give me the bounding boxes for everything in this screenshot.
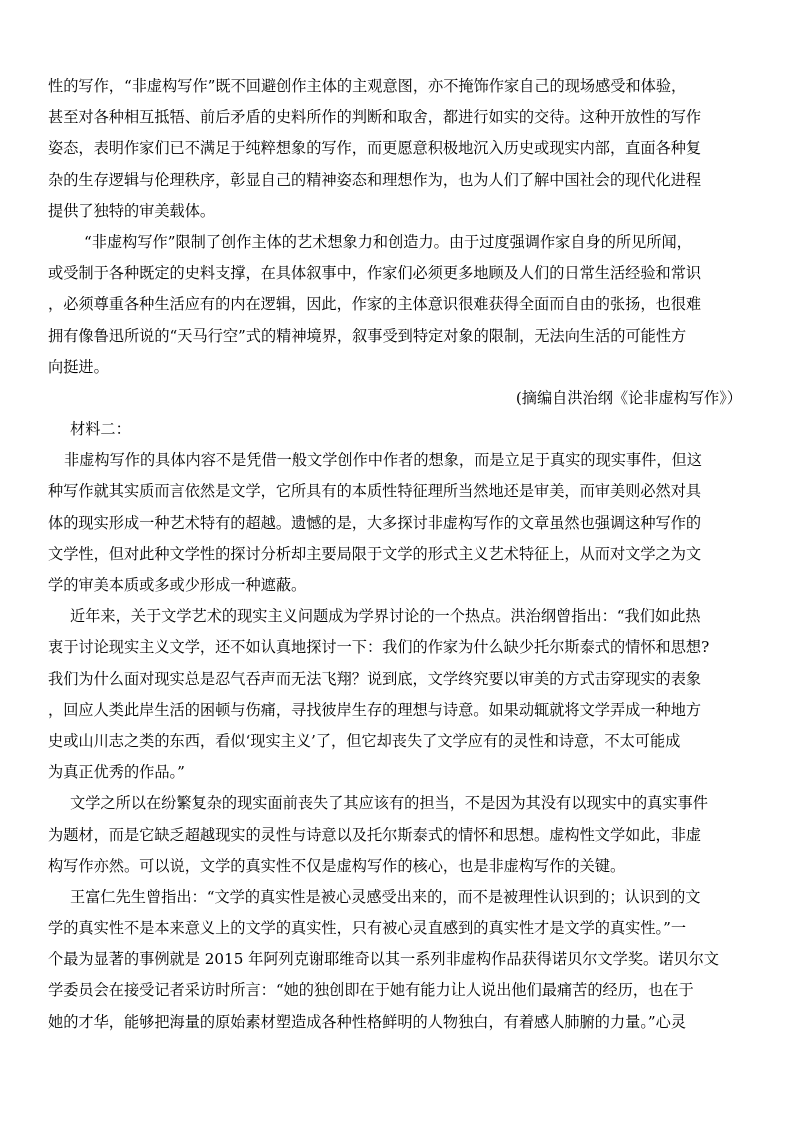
paragraph-2 [48, 227, 750, 383]
text-line: 姿态，表明作家们已不满足于纯粹想象的写作，而更愿意积极地沉入历史或现实内部，直面各种复 [48, 139, 702, 158]
text-line: 为题材，而是它缺乏超越现实的灵性与诗意以及托尔斯泰式的情怀和思想。虚构性文学如此，非虚 [48, 825, 702, 844]
text-line: 史或山川志之类的东西，看似‘现实主义’了，但它却丧失了文学应有的灵性和诗意，不太可能成 [48, 731, 681, 750]
text-line: 甚至对各种相互抵牾、前后矛盾的史料所作的判断和取舍，都进行如实的交待。这种开放性的写作 [48, 108, 702, 127]
text-line: 种写作就其实质而言依然是文学，它所具有的本质性特征理所当然地还是审美，而审美则必然对具 [48, 482, 702, 501]
text-line: ，必须尊重各种生活应有的内在逻辑，因此，作家的主体意识很难获得全面而自由的张扬，也很难 [48, 295, 702, 314]
paragraph-5 [48, 788, 750, 882]
text-line: 学的真实性不是本来意义上的文学的真实性，只有被心灵直感到的真实性才是文学的真实性。”一 [48, 919, 687, 938]
text-line: 构写作亦然。可以说，文学的真实性不仅是虚构写作的核心，也是非虚构写作的关键。 [48, 856, 626, 875]
paragraph-3 [48, 445, 750, 601]
text-line: 她的才华，能够把海量的原始素材塑造成各种性格鲜明的人物独白，有着感人肺腑的力量。”心灵 [48, 1012, 687, 1031]
text-line: 王富仁先生曾指出：“文学的真实性是被心灵感受出来的，而不是被理性认识到的；认识到的文 [70, 887, 701, 906]
text-line: 学委员会在接受记者采访时所言：“她的独创即在于她有能力让人说出他们最痛苦的经历，也在于 [48, 981, 694, 1000]
text-line: 非虚构写作的具体内容不是凭借一般文学创作中作者的想象，而是立足于真实的现实事件，但这 [64, 451, 702, 470]
paragraph-6 [48, 882, 750, 1038]
text-line: 学的审美本质或多或少形成一种遮蔽。 [48, 576, 307, 594]
text-line: 文学性，但对此种文学性的探讨分析却主要局限于文学的形式主义艺术特征上，从而对文学之为文 [48, 544, 702, 563]
text-line: 拥有像鲁迅所说的“天马行空”式的精神境界，叙事受到特定对象的限制，无法向生活的可能性方 [48, 326, 687, 345]
material-heading: 材料二： [70, 420, 131, 439]
text-line: 我们为什么面对现实总是忍气吞声而无法飞翔？说到底，文学终究要以审美的方式击穿现实的表象 [48, 669, 702, 688]
paragraph-1 [48, 71, 750, 227]
text-line: 向挺进。 [48, 357, 109, 376]
text-line: 近年来，关于文学艺术的现实主义问题成为学界讨论的一个热点。洪治纲曾指出：“我们如此热 [70, 607, 701, 626]
text-line: 杂的生存逻辑与伦理秩序，彰显自己的精神姿态和理想作为，也为人们了解中国社会的现代化进程 [48, 170, 702, 189]
text-line: 文学之所以在纷繁复杂的现实面前丧失了其应该有的担当，不是因为其没有以现实中的真实事件 [70, 794, 708, 813]
text-line: 或受制于各种既定的史料支撑，在具体叙事中，作家们必须更多地顾及人们的日常生活经验和常识 [48, 264, 702, 283]
text-line: 体的现实形成一种艺术特有的超越。遗憾的是，大多探讨非虚构写作的文章虽然也强调这种写作的 [48, 513, 702, 532]
text-line: 衷于讨论现实主义文学，还不如认真地探讨一下：我们的作家为什么缺少托尔斯泰式的情怀和思想? [48, 638, 710, 657]
text-line: ，回应人类此岸生活的困顿与伤痛，寻找彼岸生存的理想与诗意。如果动辄就将文学弄成一种地方 [48, 700, 702, 719]
text-line: “非虚构写作”限制了创作主体的艺术想象力和创造力。由于过度强调作家自身的所见所闻， [84, 232, 692, 251]
source-citation: (摘编自洪治纲《论非虚构写作》） [515, 388, 742, 407]
text-line: 个最为显著的事例就是 2015 年阿列克谢耶维奇以其一系列非虚构作品获得诺贝尔文学奖。诺贝尔文 [48, 950, 719, 969]
paragraph-4 [48, 601, 750, 788]
text-line: 性的写作，“非虚构写作”既不回避创作主体的主观意图，亦不掩饰作家自己的现场感受和体验， [48, 77, 687, 95]
text-line: 为真正优秀的作品。” [48, 763, 185, 782]
text-line: 提供了独特的审美载体。 [48, 201, 216, 220]
document-page [48, 71, 750, 1038]
